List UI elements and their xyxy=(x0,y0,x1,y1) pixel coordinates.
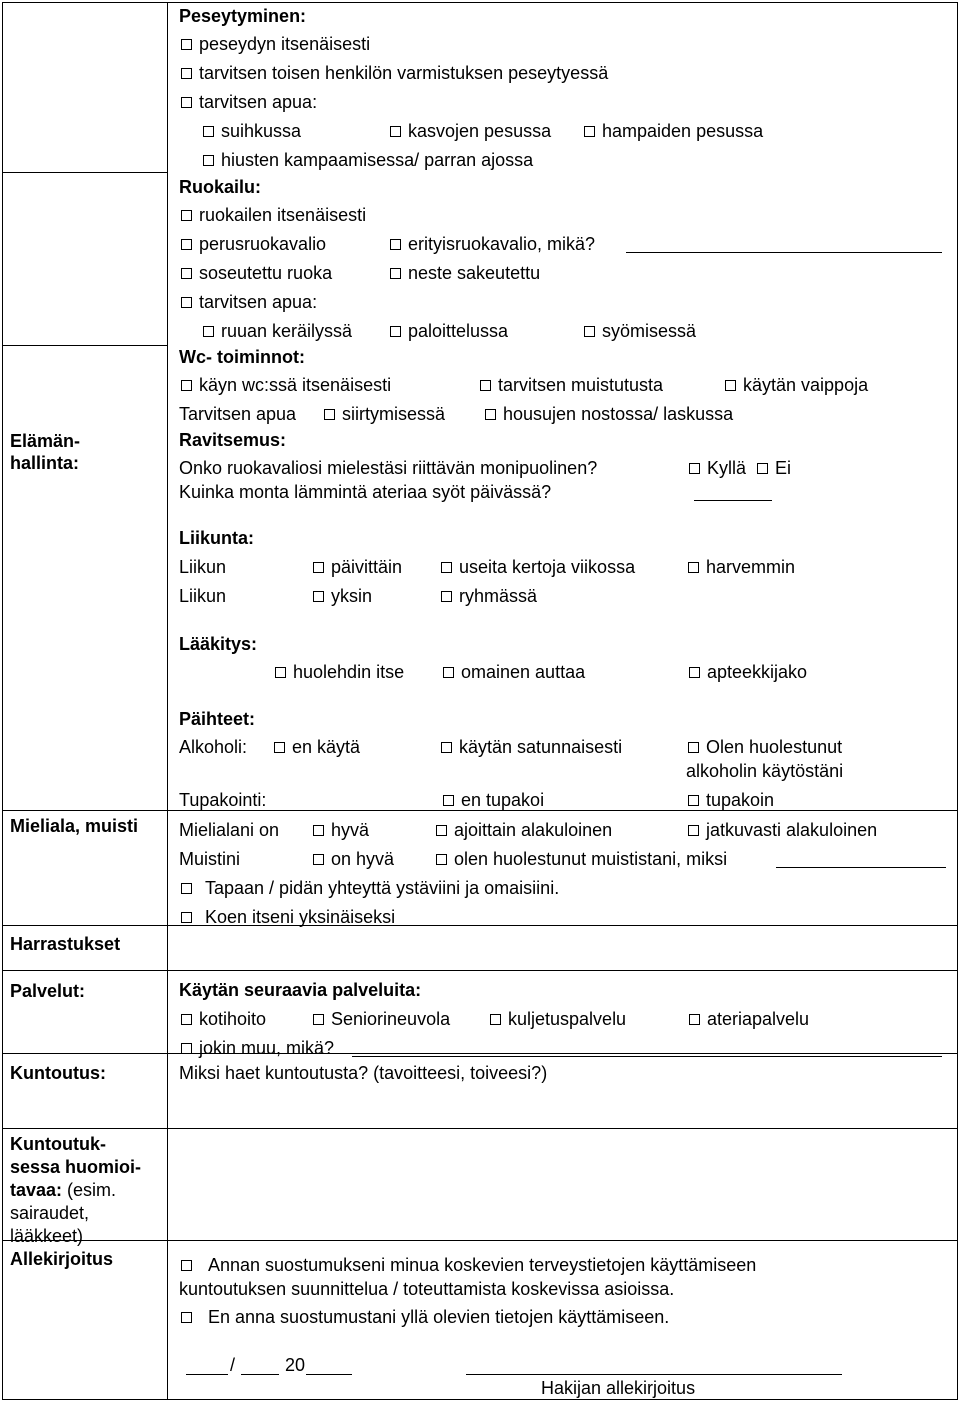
option-hiusten-kampaus[interactable] xyxy=(203,149,533,171)
option-label: ruokailen itsenäisesti xyxy=(199,205,367,225)
option-label: Olen huolestunut xyxy=(706,737,843,757)
row-divider-left-2 xyxy=(2,345,167,346)
option-ruokailen-itsenaisesti[interactable] xyxy=(181,204,366,226)
option-tarvitsen-apua-pesu[interactable] xyxy=(181,91,317,113)
checkbox[interactable] xyxy=(436,825,447,836)
checkbox[interactable] xyxy=(688,795,699,806)
option-en-anna-suostumusta[interactable] xyxy=(181,1306,669,1328)
checkbox[interactable] xyxy=(181,297,192,308)
option-label: erityisruokavalio, mikä? xyxy=(408,234,596,254)
option-label: syömisessä xyxy=(602,321,697,341)
label-huomioitavaa-3b: (esim. xyxy=(67,1180,117,1200)
checkbox[interactable] xyxy=(725,380,736,391)
row-divider-allekirjoitus xyxy=(2,1240,958,1241)
option-muisti-huolestunut[interactable] xyxy=(436,848,727,870)
label-elamanhallinta: Elämän- hallinta: xyxy=(10,431,81,473)
option-label: Seniorineuvola xyxy=(331,1009,451,1029)
option-label: Koen itseni yksinäiseksi xyxy=(205,907,396,927)
option-label: siirtymisessä xyxy=(342,404,446,424)
option-label: ryhmässä xyxy=(459,586,538,606)
option-label: en käytä xyxy=(292,737,361,757)
checkbox[interactable] xyxy=(757,463,768,474)
option-label: käyn wc:ssä itsenäisesti xyxy=(199,375,392,395)
option-label: Annan suostumukseni minua koskevien terveystietojen käyttämiseen xyxy=(208,1255,757,1275)
option-kuljetuspalvelu[interactable] xyxy=(490,1008,626,1030)
option-label: Kyllä xyxy=(707,458,747,478)
option-label: käytän satunnaisesti xyxy=(459,737,623,757)
option-label: kotihoito xyxy=(199,1009,267,1029)
checkbox[interactable] xyxy=(390,126,401,137)
option-label: housujen nostossa/ laskussa xyxy=(503,404,734,424)
signature-line[interactable] xyxy=(466,1374,842,1375)
checkbox[interactable] xyxy=(688,825,699,836)
option-soseutettu-ruoka[interactable] xyxy=(181,262,332,284)
option-harvemmin[interactable] xyxy=(688,556,795,578)
option-tupakoin[interactable] xyxy=(688,789,774,811)
option-wc-itsenaisesti[interactable] xyxy=(181,374,391,396)
option-tarvitsen-apua-ruoka[interactable] xyxy=(181,291,317,313)
option-ajoittain-alakuloinen[interactable] xyxy=(436,819,612,841)
option-label: perusruokavalio xyxy=(199,234,327,254)
checkbox[interactable] xyxy=(203,126,214,137)
date-slash: / xyxy=(230,1355,236,1375)
option-muisti-hyva[interactable] xyxy=(313,848,394,870)
option-kotihoito[interactable] xyxy=(181,1008,266,1030)
question-ruokavalio: Onko ruokavaliosi mielestäsi riittävän monipuolinen? xyxy=(179,458,598,478)
option-label: tupakoin xyxy=(706,790,775,810)
option-label: ruuan keräilyssä xyxy=(221,321,353,341)
table-border-bottom xyxy=(2,1399,958,1400)
checkbox[interactable] xyxy=(181,1260,192,1271)
option-label: neste sakeutettu xyxy=(408,263,541,283)
option-label: tarvitsen muistutusta xyxy=(498,375,664,395)
checkbox[interactable] xyxy=(688,562,699,573)
option-label: en tupakoi xyxy=(461,790,545,810)
label-liikun-2: Liikun xyxy=(179,586,227,606)
checkbox[interactable] xyxy=(181,883,192,894)
option-label: yksin xyxy=(331,586,373,606)
row-divider-kuntoutus xyxy=(2,1053,958,1054)
option-en-kayta[interactable] xyxy=(274,736,360,758)
fill-line-ateriat[interactable] xyxy=(694,500,772,501)
option-label: apteekkijako xyxy=(707,662,808,682)
option-huolestunut-alkoholi[interactable] xyxy=(688,736,842,758)
option-paivittain[interactable] xyxy=(313,556,402,578)
table-border-right xyxy=(957,2,958,1399)
checkbox[interactable] xyxy=(688,742,699,753)
date-day-line[interactable] xyxy=(186,1374,228,1375)
option-ei[interactable] xyxy=(757,457,791,479)
option-neste-sakeutettu[interactable] xyxy=(390,262,540,284)
label-muistini: Muistini xyxy=(179,849,241,869)
option-label: harvemmin xyxy=(706,557,796,577)
option-jatkuvasti-alakuloinen[interactable] xyxy=(688,819,877,841)
checkbox[interactable] xyxy=(313,591,324,602)
checkbox[interactable] xyxy=(181,239,192,250)
option-omainen-auttaa[interactable] xyxy=(443,661,585,683)
option-vaippoja[interactable] xyxy=(725,374,868,396)
option-label: hampaiden pesussa xyxy=(602,121,764,141)
fill-line-erityisruokavalio[interactable] xyxy=(626,252,942,253)
option-ryhmassa[interactable] xyxy=(441,585,537,607)
option-label: En anna suostumustani yllä olevien tietojen käyttämiseen. xyxy=(208,1307,670,1327)
checkbox[interactable] xyxy=(203,326,214,337)
checkbox[interactable] xyxy=(181,912,192,923)
date-month-line[interactable] xyxy=(241,1374,279,1375)
option-label: suihkussa xyxy=(221,121,302,141)
option-label: tarvitsen apua: xyxy=(199,292,318,312)
column-divider xyxy=(167,2,168,1399)
option-label: päivittäin xyxy=(331,557,403,577)
table-border-top xyxy=(2,2,958,3)
checkbox[interactable] xyxy=(181,97,192,108)
checkbox[interactable] xyxy=(324,409,335,420)
option-label: olen huolestunut muististani, miksi xyxy=(454,849,728,869)
option-satunnaisesti[interactable] xyxy=(441,736,622,758)
option-ateriapalvelu[interactable] xyxy=(689,1008,809,1030)
option-jokin-muu[interactable] xyxy=(181,1037,334,1059)
fill-line-muisti[interactable] xyxy=(776,867,946,868)
option-label: hiusten kampaamisessa/ parran ajossa xyxy=(221,150,534,170)
checkbox[interactable] xyxy=(181,268,192,279)
signature-label: Hakijan allekirjoitus xyxy=(541,1378,696,1398)
checkbox[interactable] xyxy=(443,667,454,678)
checkbox[interactable] xyxy=(275,667,286,678)
checkbox[interactable] xyxy=(485,409,496,420)
checkbox[interactable] xyxy=(689,463,700,474)
option-hampaiden-pesussa[interactable] xyxy=(584,120,763,142)
checkbox[interactable] xyxy=(313,562,324,573)
checkbox[interactable] xyxy=(390,268,401,279)
checkbox[interactable] xyxy=(181,1014,192,1025)
checkbox[interactable] xyxy=(490,1014,501,1025)
option-label: useita kertoja viikossa xyxy=(459,557,636,577)
checkbox[interactable] xyxy=(181,380,192,391)
option-label: jatkuvasti alakuloinen xyxy=(706,820,878,840)
option-label: Tapaan / pidän yhteyttä ystäviini ja omaisiini. xyxy=(205,878,560,898)
option-muistutusta[interactable] xyxy=(480,374,663,396)
checkbox[interactable] xyxy=(689,667,700,678)
option-label: paloittelussa xyxy=(408,321,509,341)
option-label: soseutettu ruoka xyxy=(199,263,333,283)
option-useita-kertoja[interactable] xyxy=(441,556,635,578)
option-siirtymisessa[interactable] xyxy=(324,403,445,425)
label-mieliala: Mieliala, muisti xyxy=(10,816,139,836)
option-label: tarvitsen toisen henkilön varmistuksen peseytyessä xyxy=(199,63,609,83)
label-mielialani: Mielialani on xyxy=(179,820,280,840)
option-ruuan-kerailyssa[interactable] xyxy=(203,320,352,342)
option-kylla[interactable] xyxy=(689,457,746,479)
option-huolestunut-alkoholi-line2: alkoholin käytöstäni xyxy=(686,761,844,781)
row-divider-palvelut xyxy=(2,970,958,971)
option-label: ateriapalvelu xyxy=(707,1009,810,1029)
checkbox[interactable] xyxy=(390,239,401,250)
question-ateriat: Kuinka monta lämmintä ateriaa syöt päivässä? xyxy=(179,482,552,502)
checkbox[interactable] xyxy=(181,1043,192,1054)
label-huomioitavaa-2: sessa huomioi- xyxy=(10,1157,142,1177)
checkbox[interactable] xyxy=(584,126,595,137)
option-annan-suostumukseni-line2: kuntoutuksen suunnittelua / toteuttamista koskevissa asioissa. xyxy=(179,1279,675,1299)
checkbox[interactable] xyxy=(274,742,285,753)
option-label: omainen auttaa xyxy=(461,662,586,682)
option-label: huolehdin itse xyxy=(293,662,405,682)
option-label: ajoittain alakuloinen xyxy=(454,820,613,840)
option-peseydyn-itsenaisesti[interactable] xyxy=(181,33,370,55)
option-paloittelussa[interactable] xyxy=(390,320,508,342)
option-yksinainen[interactable] xyxy=(181,906,395,928)
checkbox[interactable] xyxy=(181,39,192,50)
checkbox[interactable] xyxy=(443,795,454,806)
fill-line-jokin-muu[interactable] xyxy=(352,1056,942,1057)
option-label: kuljetuspalvelu xyxy=(508,1009,627,1029)
heading-ravitsemus: Ravitsemus: xyxy=(179,430,287,450)
label-harrastukset: Harrastukset xyxy=(10,934,121,954)
option-erityisruokavalio[interactable] xyxy=(390,233,595,255)
checkbox[interactable] xyxy=(313,1014,324,1025)
heading-laakitys: Lääkitys: xyxy=(179,634,258,654)
option-apteekkijako[interactable] xyxy=(689,661,807,683)
option-perusruokavalio[interactable] xyxy=(181,233,326,255)
checkbox[interactable] xyxy=(480,380,491,391)
option-varmistus[interactable] xyxy=(181,62,608,84)
label-palvelut: Palvelut: xyxy=(10,981,86,1001)
checkbox[interactable] xyxy=(390,326,401,337)
option-label: tarvitsen apua: xyxy=(199,92,318,112)
option-label: on hyvä xyxy=(331,849,395,869)
table-border-left xyxy=(2,2,3,1399)
option-kasvojen-pesussa[interactable] xyxy=(390,120,551,142)
date-year-line[interactable] xyxy=(306,1374,352,1375)
option-en-tupakoi[interactable] xyxy=(443,789,544,811)
row-divider-huomioitavaa xyxy=(2,1128,958,1129)
option-label: hyvä xyxy=(331,820,370,840)
option-housujen-nostossa[interactable] xyxy=(485,403,733,425)
row-divider-left-1 xyxy=(2,172,167,173)
checkbox[interactable] xyxy=(441,742,452,753)
option-label: käytän vaippoja xyxy=(743,375,869,395)
label-kuntoutus: Kuntoutus: xyxy=(10,1063,106,1083)
option-huolehdin-itse[interactable] xyxy=(275,661,404,683)
option-tapaan-ystavia[interactable] xyxy=(181,877,559,899)
option-label: Ei xyxy=(775,458,792,478)
checkbox[interactable] xyxy=(441,591,452,602)
option-label: kasvojen pesussa xyxy=(408,121,552,141)
row-divider-harrastukset xyxy=(2,925,958,926)
checkbox[interactable] xyxy=(181,210,192,221)
label-tarvitsen-apua-wc: Tarvitsen apua xyxy=(179,404,297,424)
checkbox[interactable] xyxy=(181,1312,192,1323)
label-allekirjoitus: Allekirjoitus xyxy=(10,1249,114,1269)
option-yksin[interactable] xyxy=(313,585,372,607)
option-label: jokin muu, mikä? xyxy=(199,1038,335,1058)
checkbox[interactable] xyxy=(181,68,192,79)
checkbox[interactable] xyxy=(313,854,324,865)
question-kuntoutus: Miksi haet kuntoutusta? (tavoitteesi, toiveesi?) xyxy=(179,1063,548,1083)
heading-paihteet: Päihteet: xyxy=(179,709,256,729)
label-huomioitavaa-1: Kuntoutuk- xyxy=(10,1134,106,1154)
option-label: peseydyn itsenäisesti xyxy=(199,34,371,54)
heading-wc: Wc- toiminnot: xyxy=(179,347,305,367)
option-annan-suostumukseni[interactable] xyxy=(181,1254,756,1276)
checkbox[interactable] xyxy=(436,854,447,865)
checkbox[interactable] xyxy=(313,825,324,836)
option-hyva[interactable] xyxy=(313,819,369,841)
checkbox[interactable] xyxy=(584,326,595,337)
label-huomioitavaa-5: lääkkeet) xyxy=(10,1226,84,1246)
label-huomioitavaa-3a: tavaa: xyxy=(10,1180,63,1200)
label-alkoholi: Alkoholi: xyxy=(179,737,248,757)
heading-liikunta: Liikunta: xyxy=(179,528,254,548)
checkbox[interactable] xyxy=(441,562,452,573)
heading-palvelut: Käytän seuraavia palveluita: xyxy=(179,980,422,1000)
label-liikun-1: Liikun xyxy=(179,557,227,577)
option-syomisessa[interactable] xyxy=(584,320,696,342)
heading-ruokailu: Ruokailu: xyxy=(179,177,262,197)
checkbox[interactable] xyxy=(689,1014,700,1025)
date-year-prefix: 20 xyxy=(285,1355,306,1375)
label-huomioitavaa-3 xyxy=(10,1179,116,1201)
label-tupakointi: Tupakointi: xyxy=(179,790,267,810)
checkbox[interactable] xyxy=(203,155,214,166)
label-huomioitavaa-4: sairaudet, xyxy=(10,1203,90,1223)
heading-peseytyminen: Peseytyminen: xyxy=(179,6,307,26)
option-seniorineuvola[interactable] xyxy=(313,1008,450,1030)
option-suihkussa[interactable] xyxy=(203,120,301,142)
